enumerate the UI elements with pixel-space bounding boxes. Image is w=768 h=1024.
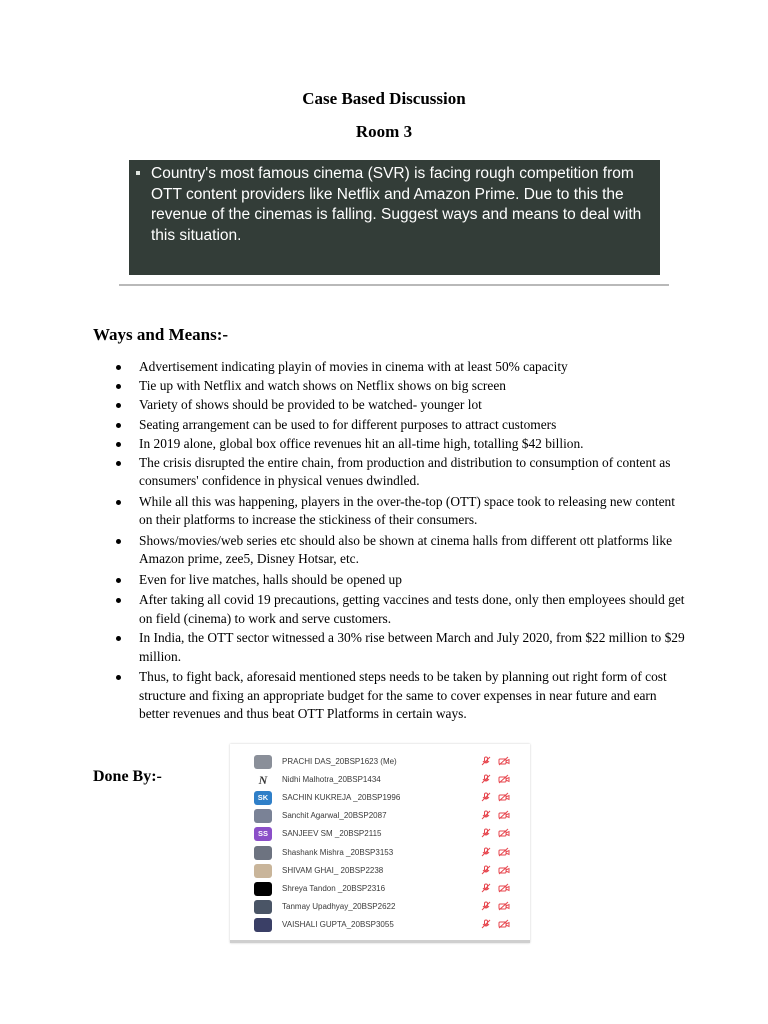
list-item xyxy=(100,571,690,590)
case-statement-image xyxy=(119,153,669,286)
list-item-text: Shows/movies/web series etc should also be shown at cinema halls from different ott platforms like Amazon prime, zee5, Disney Hotsar, etc. xyxy=(139,532,673,567)
bullet-icon xyxy=(116,384,121,389)
bullet-icon xyxy=(116,423,121,428)
mic-muted-icon xyxy=(481,865,491,879)
mic-muted-icon xyxy=(481,810,491,824)
case-statement-text: Country's most famous cinema (SVR) is facing rough competition from OTT content providers like Netflix and Amazon Prime. Due to this the revenue of the cinemas is falling. Suggest ways and means to deal with this situation. xyxy=(151,165,642,244)
list-item xyxy=(100,591,690,628)
room-title: Room 3 xyxy=(355,122,413,141)
participant-row xyxy=(230,880,530,900)
camera-off-icon xyxy=(498,883,510,897)
avatar xyxy=(254,864,272,878)
mic-muted-icon xyxy=(481,792,491,806)
bullet-icon xyxy=(116,500,121,505)
camera-off-icon xyxy=(498,756,510,770)
mic-muted-icon xyxy=(481,883,491,897)
participant-name: Shashank Mishra _20BSP3153 xyxy=(282,847,394,857)
camera-off-icon xyxy=(498,792,510,806)
participant-name: Tanmay Upadhyay_20BSP2622 xyxy=(282,901,396,911)
participant-row xyxy=(230,771,530,791)
mic-muted-icon xyxy=(481,901,491,915)
participant-row xyxy=(230,844,530,864)
camera-off-icon xyxy=(498,919,510,933)
camera-off-icon xyxy=(498,901,510,915)
avatar xyxy=(254,809,272,823)
participant-name: SHIVAM GHAI_ 20BSP2238 xyxy=(282,865,384,875)
avatar xyxy=(254,846,272,860)
participant-row xyxy=(230,753,530,773)
participant-row xyxy=(230,898,530,918)
list-item-text: Variety of shows should be provided to be watched- younger lot xyxy=(139,397,482,413)
participant-name: PRACHI DAS_20BSP1623 (Me) xyxy=(282,757,397,766)
list-item-text: Seating arrangement can be used to for different purposes to attract customers xyxy=(139,416,557,432)
document-title: Case Based Discussion xyxy=(302,89,466,108)
list-item xyxy=(100,668,690,724)
avatar xyxy=(254,918,272,932)
mic-muted-icon xyxy=(481,847,491,861)
participant-name: VAISHALI GUPTA_20BSP3055 xyxy=(282,919,394,929)
camera-off-icon xyxy=(498,774,510,788)
bullet-icon xyxy=(116,598,121,603)
bullet-icon xyxy=(116,578,121,583)
list-item xyxy=(100,454,690,491)
participant-name: SACHIN KUKREJA _20BSP1996 xyxy=(282,793,401,803)
camera-off-icon xyxy=(498,847,510,861)
done-by-label: Done By:- xyxy=(93,768,162,785)
list-item-text: While all this was happening, players in the over-the-top (OTT) space took to releasing new content on their platforms to increase the stickiness of their consumers. xyxy=(139,493,675,528)
avatar xyxy=(254,755,272,769)
participant-row xyxy=(230,825,530,845)
mic-muted-icon xyxy=(481,828,491,842)
ways-and-means-list xyxy=(100,358,690,724)
list-item xyxy=(100,629,690,666)
participant-name: Nidhi Malhotra_20BSP1434 xyxy=(282,775,381,785)
participant-row xyxy=(230,789,530,809)
list-item-text: Tie up with Netflix and watch shows on Netflix shows on big screen xyxy=(139,378,506,394)
participant-row xyxy=(230,807,530,827)
mic-muted-icon xyxy=(481,919,491,933)
bullet-icon xyxy=(116,365,121,370)
participant-row xyxy=(230,862,530,882)
list-item-text: Advertisement indicating playin of movies in cinema with at least 50% capacity xyxy=(139,359,568,374)
bullet-icon xyxy=(116,442,121,447)
bullet-icon xyxy=(116,461,121,466)
case-statement-panel xyxy=(129,160,660,275)
list-item xyxy=(100,493,690,530)
participant-name: SANJEEV SM _20BSP2115 xyxy=(282,829,382,839)
participant-name: Shreya Tandon _20BSP2316 xyxy=(282,883,386,893)
camera-off-icon xyxy=(498,865,510,879)
mic-muted-icon xyxy=(481,756,491,770)
list-item-text: Even for live matches, halls should be opened up xyxy=(139,571,402,587)
avatar: SS xyxy=(254,827,272,841)
ways-and-means-heading: Ways and Means:- xyxy=(93,325,229,344)
camera-off-icon xyxy=(498,810,510,824)
square-bullet-icon xyxy=(136,171,140,175)
participants-screenshot xyxy=(230,744,530,943)
bullet-icon xyxy=(116,675,121,680)
participant-row xyxy=(230,916,530,936)
avatar: SK xyxy=(254,791,272,805)
list-item-text: In 2019 alone, global box office revenues hit an all-time high, totalling $42 billion. xyxy=(139,435,584,451)
mic-muted-icon xyxy=(481,774,491,788)
list-item-text: Thus, to fight back, aforesaid mentioned steps needs to be taken by planning out right form of cost structure and fixing an appropriate budget for the same to cover expenses in near future and earn better revenues and thus beat OTT Platforms in certain ways. xyxy=(139,669,667,722)
avatar xyxy=(254,882,272,896)
bullet-icon xyxy=(116,539,121,544)
list-item-text: The crisis disrupted the entire chain, from production and distribution to consumption of content as consumers' confidence in physical venues dwindled. xyxy=(139,454,671,489)
list-item xyxy=(100,416,690,435)
list-item xyxy=(100,532,690,569)
participant-name: Sanchit Agarwal_20BSP2087 xyxy=(282,811,387,821)
list-item xyxy=(100,358,690,377)
avatar: N xyxy=(254,773,272,787)
bullet-icon xyxy=(116,636,121,641)
list-item xyxy=(100,396,690,415)
list-item xyxy=(100,435,690,454)
list-item xyxy=(100,377,690,396)
list-item-text: In India, the OTT sector witnessed a 30% rise between March and July 2020, from $22 million to $29 million. xyxy=(139,630,685,664)
list-item-text: After taking all covid 19 precautions, getting vaccines and tests done, only then employees should get on field (cinema) to work and serve customers. xyxy=(139,592,685,626)
avatar xyxy=(254,900,272,914)
camera-off-icon xyxy=(498,828,510,842)
bullet-icon xyxy=(116,403,121,408)
